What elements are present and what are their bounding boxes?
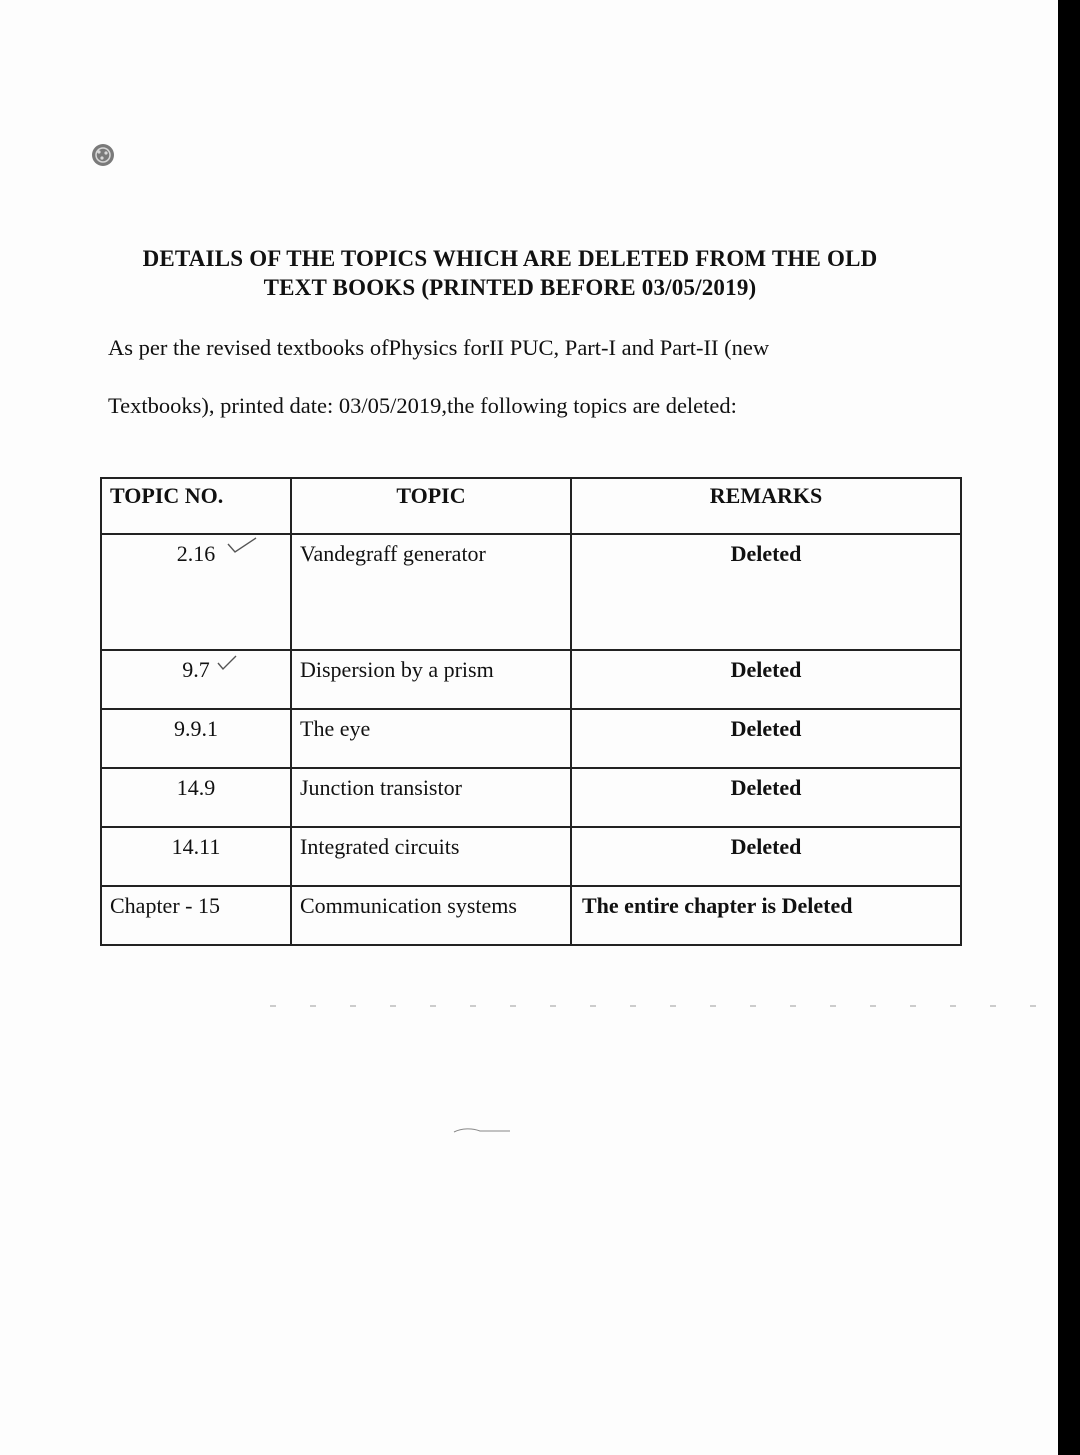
remarks-cell: Deleted [571,650,961,709]
intro-text-line-2: Textbooks), printed date: 03/05/2019,the following topics are deleted: [108,393,737,418]
topic-cell: Junction transistor [291,768,571,827]
checkmark-icon [216,654,238,672]
scan-smudge-icon [452,1126,512,1136]
topic-cell: Communication systems [291,886,571,945]
topic-cell: Integrated circuits [291,827,571,886]
remarks-cell: Deleted [571,768,961,827]
header-topic-no: TOPIC NO. [101,478,291,534]
table-row [101,886,961,945]
document-title-line-2: TEXT BOOKS (PRINTED BEFORE 03/05/2019) [263,275,757,300]
seal-icon [90,142,116,168]
scan-dash-marks [270,1004,1050,1008]
intro-text-line-1: As per the revised textbooks ofPhysics forII PUC, Part-I and Part-II (new [108,335,770,360]
topic-no-cell: 2.16 [101,534,291,650]
topic-no-cell: 14.9 [101,768,291,827]
remarks-cell: Deleted [571,827,961,886]
table-header-row [101,478,961,534]
topic-cell: Vandegraff generator [291,534,571,650]
table-row [101,709,961,768]
header-remarks: REMARKS [571,478,961,534]
header-topic: TOPIC [291,478,571,534]
remarks-cell: The entire chapter is Deleted [571,886,961,945]
remarks-cell: Deleted [571,534,961,650]
topic-no-cell: Chapter - 15 [101,886,291,945]
table-row [101,827,961,886]
table-row [101,768,961,827]
document-title-line-1: DETAILS OF THE TOPICS WHICH ARE DELETED FROM THE OLD [142,246,878,271]
topic-no-cell: 14.11 [101,827,291,886]
topic-cell: The eye [291,709,571,768]
remarks-cell: Deleted [571,709,961,768]
topic-cell: Dispersion by a prism [291,650,571,709]
checkmark-icon [226,536,258,556]
topic-no-cell: 9.9.1 [101,709,291,768]
topic-no-cell: 9.7 [101,650,291,709]
page-edge-shadow [1058,0,1080,1455]
